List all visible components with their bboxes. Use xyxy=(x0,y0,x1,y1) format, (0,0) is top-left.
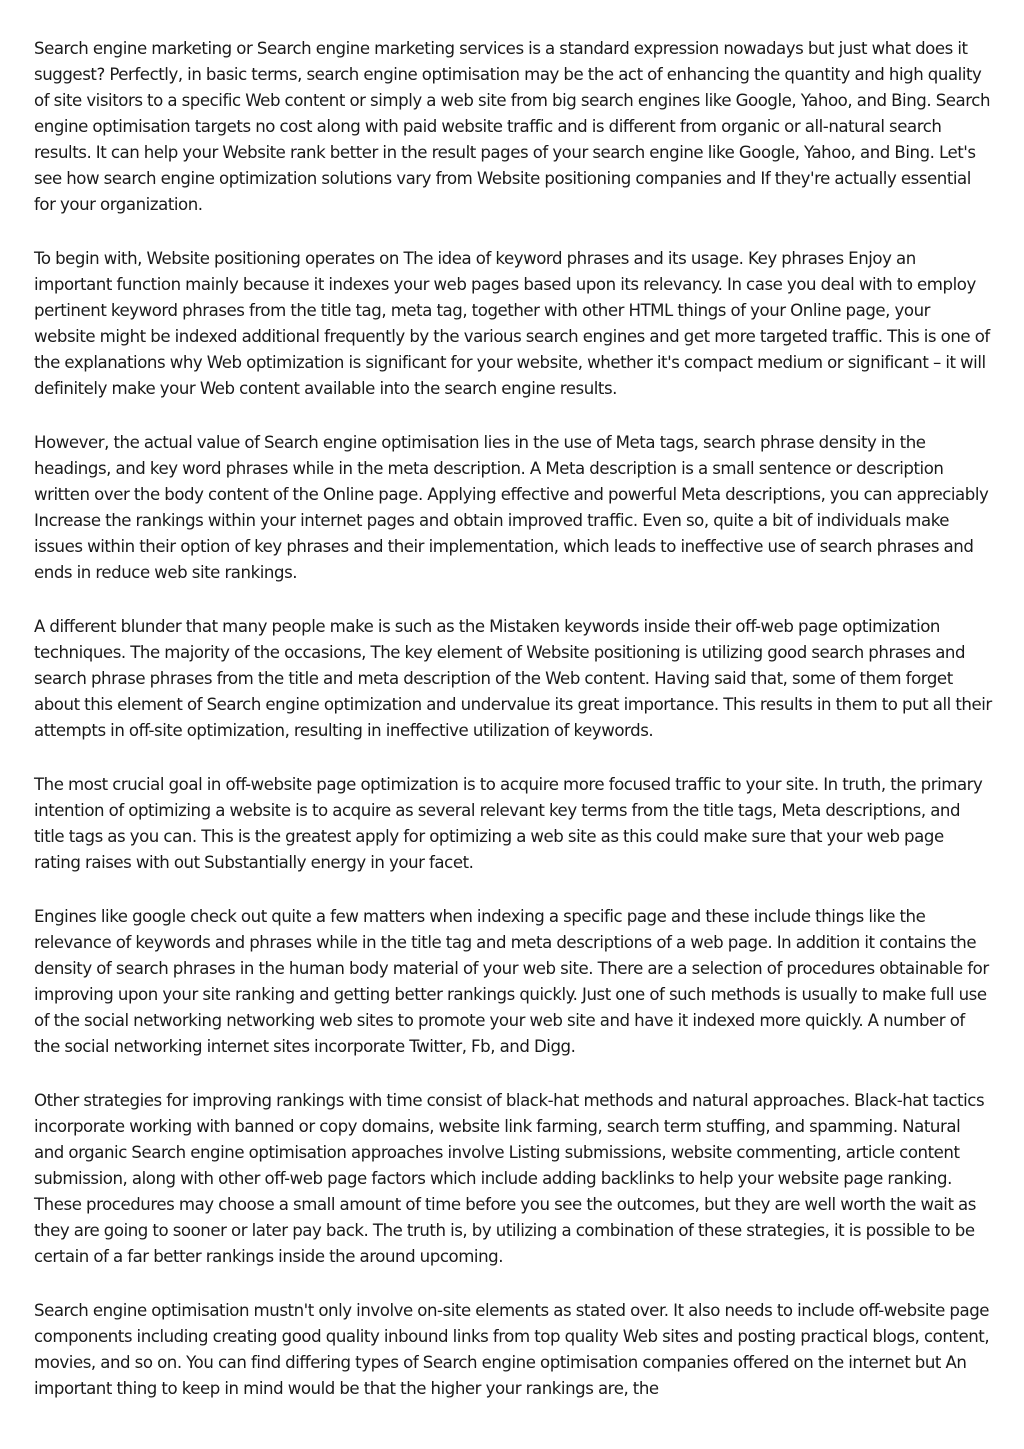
paragraph-1: Search engine marketing or Search engine marketing services is a standard expression nowadays but just what does it suggest? Perfectly, in basic terms, search engine optimisation may be the act of enhancing the quantity and high quality of site visitors to a specific Web content or simply a web site from big search engines like Google, Yahoo, and Bing. Search engine optimisation targets no cost along with paid website traffic and is different from organic or all-natural search results. It can help your Website rank better in the result pages of your search engine like Google, Yahoo, and Bing. Let's see how search engine optimization solutions vary from Website positioning companies and If they're actually essential for your organization. xyxy=(34,39,991,214)
paragraph-7: Other strategies for improving rankings with time consist of black-hat methods and natural approaches. Black-hat tactics incorporate working with banned or copy domains, website link farming, search term stuffing, and spamming. Natural and organic Search engine optimisation approaches involve Listing submissions, website commenting, article content submission, along with other off-web page factors which include adding backlinks to help your website page ranking. These procedures may choose a small amount of time before you see the outcomes, but they are well worth the wait as they are going to sooner or later pay back. The truth is, by utilizing a combination of these strategies, it is possible to be certain of a far better rankings inside the around upcoming. xyxy=(34,1091,985,1266)
paragraph-2: To begin with, Website positioning operates on The idea of keyword phrases and its usage. Key phrases Enjoy an important function mainly because it indexes your web pages based upon its relevancy. In case you deal with to employ pertinent keyword phrases from the title tag, meta tag, together with other HTML things of your Online page, your website might be indexed additional frequently by the various search engines and get more targeted traffic. This is one of the explanations why Web optimization is significant for your website, whether it's compact medium or significant – it will definitely make your Web content available into the search engine results. xyxy=(34,249,990,398)
paragraph-8: Search engine optimisation mustn't only involve on-site elements as stated over. It also needs to include off-website page components including creating good quality inbound links from top quality Web sites and posting practical blogs, content, movies, and so on. You can find differing types of Search engine optimisation companies offered on the internet but An important thing to keep in mind would be that the higher your rankings are, the xyxy=(34,1301,990,1398)
paragraph-5: The most crucial goal in off-website page optimization is to acquire more focused traffic to your site. In truth, the primary intention of optimizing a website is to acquire as several relevant key terms from the title tags, Meta descriptions, and title tags as you can. This is the greatest apply for optimizing a web site as this could make sure that your web page rating raises with out Substantially energy in your facet. xyxy=(34,775,983,872)
paragraph-6: Engines like google check out quite a few matters when indexing a specific page and these include things like the relevance of keywords and phrases while in the title tag and meta descriptions of a web page. In addition it contains the density of search phrases in the human body material of your web site. There are a selection of procedures obtainable for improving upon your site ranking and getting better rankings quickly. Just one of such methods is usually to make full use of the social networking networking web sites to promote your web site and have it indexed more quickly. A number of the social networking internet sites incorporate Twitter, Fb, and Digg. xyxy=(34,907,989,1056)
paragraph-3: However, the actual value of Search engine optimisation lies in the use of Meta tags, search phrase density in the headings, and key word phrases while in the meta description. A Meta description is a small sentence or description written over the body content of the Online page. Applying effective and powerful Meta descriptions, you can appreciably Increase the rankings within your internet pages and obtain improved traffic. Even so, quite a bit of individuals make issues within their option of key phrases and their implementation, which leads to ineffective use of search phrases and ends in reduce web site rankings. xyxy=(34,433,989,582)
paragraph-4: A different blunder that many people make is such as the Mistaken keywords inside their off-web page optimization techniques. The majority of the occasions, The key element of Website positioning is utilizing good search phrases and search phrase phrases from the title and meta description of the Web content. Having said that, some of them forget about this element of Search engine optimization and undervalue its great importance. This results in them to put all their attempts in off-site optimization, resulting in ineffective utilization of keywords. xyxy=(34,617,992,740)
document-body xyxy=(34,36,994,1430)
